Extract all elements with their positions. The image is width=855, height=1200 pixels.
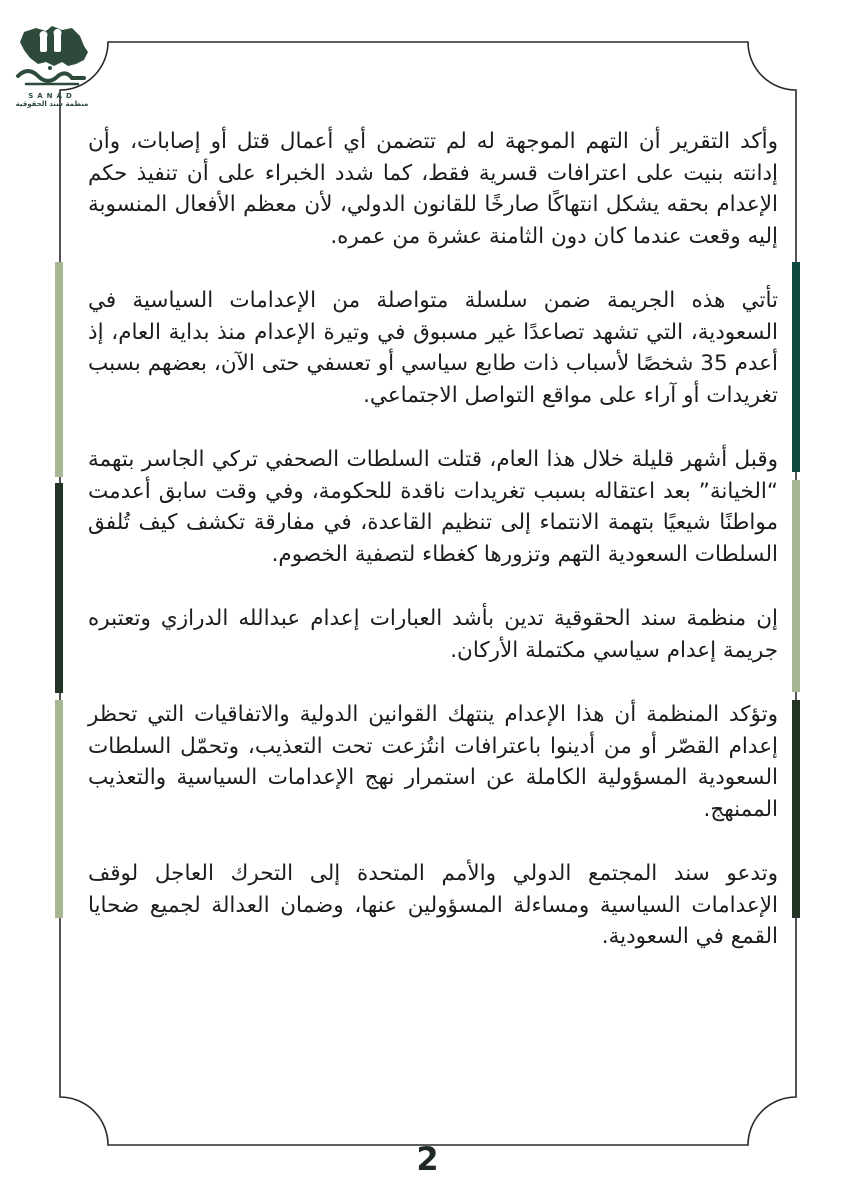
paragraph-international-law: وتؤكد المنظمة أن هذا الإعدام ينتهك القوانين الدولية والاتفاقيات التي تحظر إعدام القصّر أو من أدينوا باعترافات انتُزعت تحت التعذيب، وتحمّل السلطات السعودية المسؤولية الكاملة عن استمرار نهج الإعدامات السياسية والتعذيب الممنهج. [88,702,778,822]
right-bar-dark [792,700,800,918]
right-bar-teal [792,262,800,472]
left-bar-dark [55,483,63,693]
paragraph-report-findings: وأكد التقرير أن التهم الموجهة له لم تتضمن أي أعمال قتل أو إصابات، وأن إدانته بنيت على اعترافات قسرية فقط، كما شدد الخبراء على أن تنفيذ حكم الإعدام بحقه يشكل انتهاكًا صارخًا للقانون الدولي، لأن معظم الأفعال المنسوبة إليه وقعت عندما كان دون الثامنة عشرة من عمره. [88,129,778,249]
right-bar-light [792,480,800,692]
left-bar-light-top [55,262,63,477]
left-bar-light-bottom [55,700,63,918]
page-number: 2 [416,1140,439,1178]
article-body [88,126,778,986]
paragraph-execution-series: تأتي هذه الجريمة ضمن سلسلة متواصلة من الإعدامات السياسية في السعودية، التي تشهد تصاعدًا غير مسبوق في وتيرة الإعدام منذ بداية العام، إذ أعدم 35 شخصًا لأسباب ذات طابع سياسي أو تعسفي حتى الآن، بعضهم بسبب تغريدات أو آراء على مواقع التواصل الاجتماعي. [88,288,778,408]
paragraph-condemnation: إن منظمة سند الحقوقية تدين بأشد العبارات إعدام عبدالله الدرازي وتعتبره جريمة إعدام سياسي مكتملة الأركان. [88,606,778,663]
paragraph-journalist-case: وقبل أشهر قليلة خلال هذا العام، قتلت السلطات الصحفي تركي الجاسر بتهمة “الخيانة” بعد اعتقاله بسبب تغريدات ناقدة للحكومة، وفي وقت سابق أعدمت مواطنًا شيعيًا بتهمة الانتماء إلى تنظيم القاعدة، في مفارقة تكشف كيف تُلفق السلطات السعودية التهم وتزورها كغطاء لتصفية الخصوم. [88,447,778,567]
logo-latin-text: SANAD [28,92,76,100]
sanad-logo [6,22,98,120]
sanad-emblem-icon [6,22,98,94]
logo-arabic-text: منظمة سند الحقوقية [15,100,89,108]
paragraph-call-to-action: وتدعو سند المجتمع الدولي والأمم المتحدة إلى التحرك العاجل لوقف الإعدامات السياسية ومساءلة المسؤولين عنها، وضمان العدالة لجميع ضحايا القمع في السعودية. [88,861,778,949]
